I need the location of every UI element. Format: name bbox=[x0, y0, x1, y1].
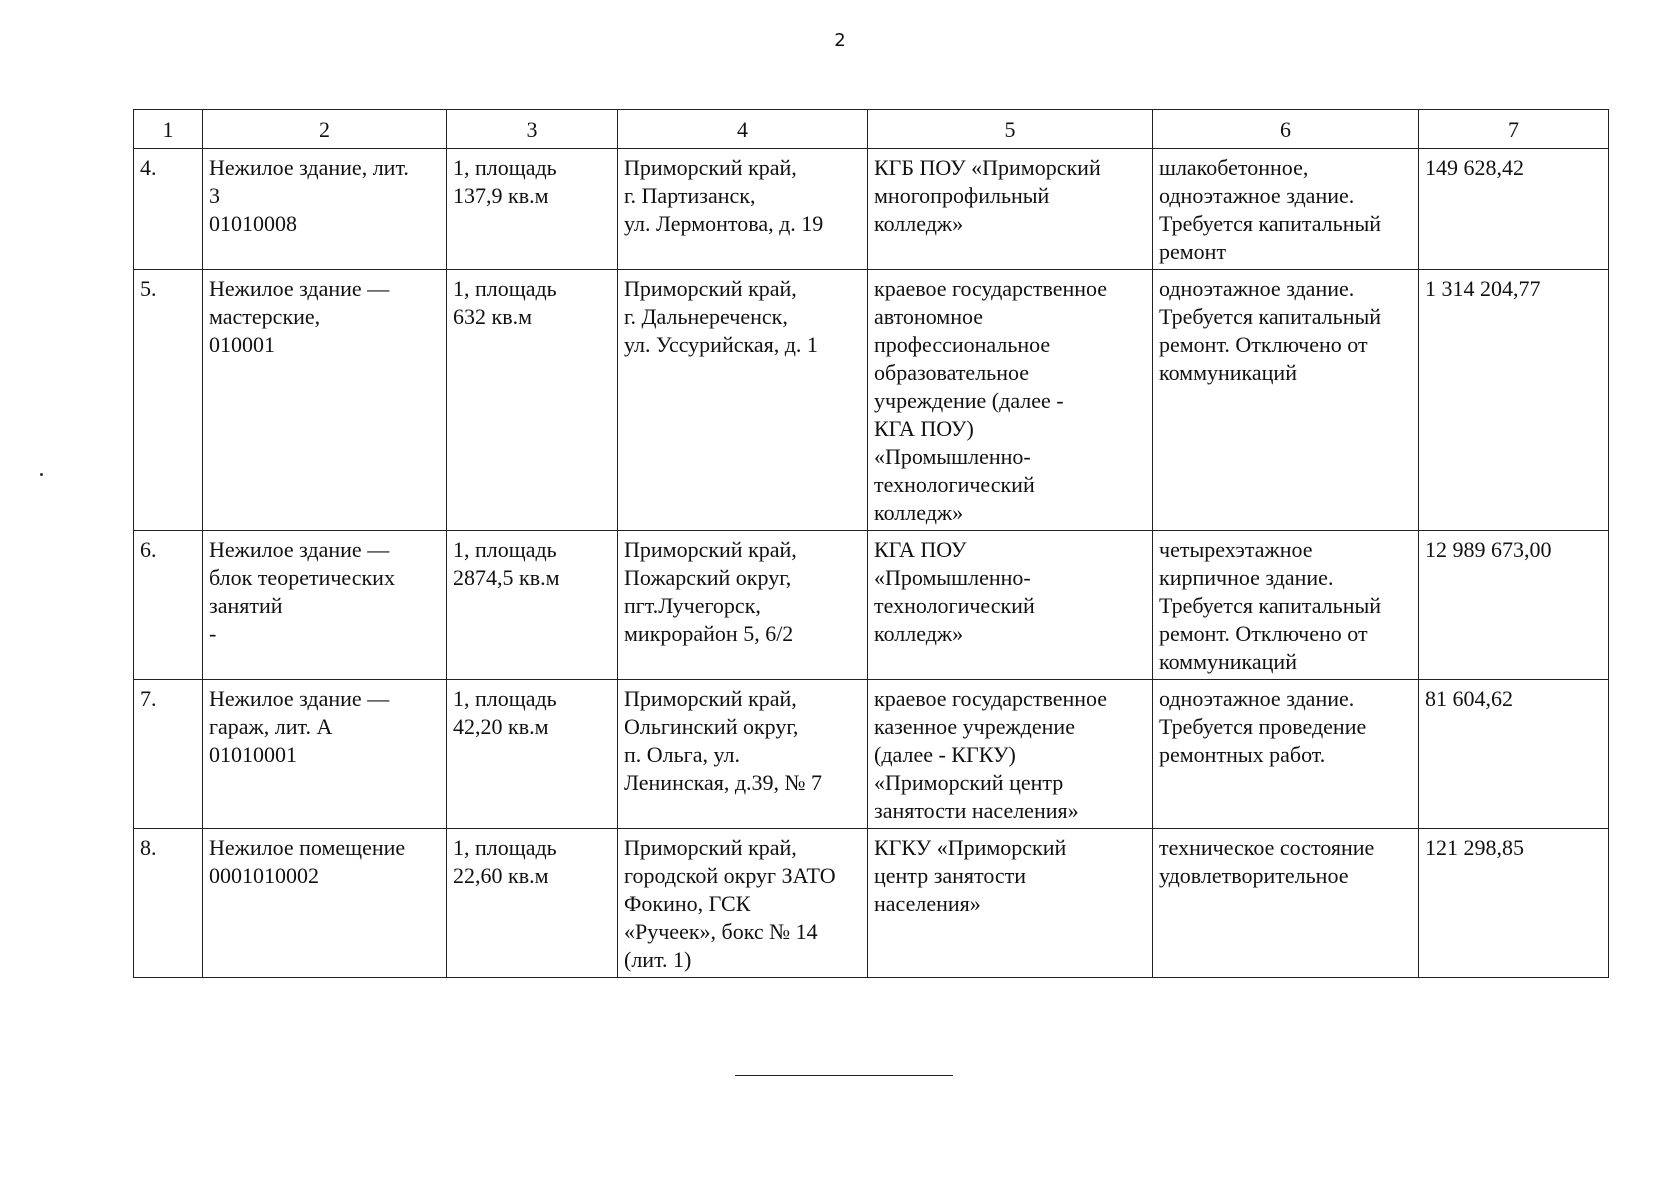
cell-line: шлакобетонное, bbox=[1159, 155, 1309, 180]
cell-line: КГА ПОУ) bbox=[874, 416, 974, 441]
header-cell: 5 bbox=[868, 110, 1153, 149]
object-name-cell bbox=[203, 149, 447, 270]
cell-line: микрорайон 5, 6/2 bbox=[624, 621, 794, 646]
cell-line: техническое состояние bbox=[1159, 835, 1375, 860]
cell-line: ул. Уссурийская, д. 1 bbox=[624, 332, 818, 357]
cell-line: населения» bbox=[874, 891, 981, 916]
holder-cell bbox=[868, 829, 1153, 978]
cell-line: «Промышленно- bbox=[874, 565, 1031, 590]
cell-line: г. Дальнереченск, bbox=[624, 304, 788, 329]
table-row bbox=[134, 149, 1609, 270]
cell-line: Нежилое здание, лит. bbox=[209, 155, 409, 180]
cell-line: мастерские, bbox=[209, 304, 321, 329]
cell-line: Пожарский округ, bbox=[624, 565, 792, 590]
cell-line: 0001010002 bbox=[209, 863, 319, 888]
table-row bbox=[134, 829, 1609, 978]
cell-line: п. Ольга, ул. bbox=[624, 742, 740, 767]
cell-line: ремонт. Отключено от bbox=[1159, 621, 1368, 646]
object-name-cell bbox=[203, 531, 447, 680]
address-cell bbox=[618, 270, 868, 531]
cell-line: Фокино, ГСК bbox=[624, 891, 751, 916]
cell-line: 1, площадь bbox=[453, 686, 557, 711]
cell-line: гараж, лит. А bbox=[209, 714, 333, 739]
cell-line: казенное учреждение bbox=[874, 714, 1075, 739]
cell-line: Нежилое помещение bbox=[209, 835, 406, 860]
cell-line: многопрофильный bbox=[874, 183, 1050, 208]
area-cell bbox=[447, 149, 618, 270]
cell-line: Ленинская, д.39, № 7 bbox=[624, 770, 823, 795]
condition-cell bbox=[1153, 531, 1419, 680]
holder-cell bbox=[868, 270, 1153, 531]
row-number-cell: 7. bbox=[134, 680, 203, 829]
address-cell bbox=[618, 829, 868, 978]
header-cell: 6 bbox=[1153, 110, 1419, 149]
cell-line: Приморский край, bbox=[624, 537, 797, 562]
cell-line: кирпичное здание. bbox=[1159, 565, 1334, 590]
cell-line: «Приморский центр bbox=[874, 770, 1064, 795]
condition-cell bbox=[1153, 680, 1419, 829]
cell-line: 1, площадь bbox=[453, 537, 557, 562]
cell-line: пгт.Лучегорск, bbox=[624, 593, 761, 618]
address-cell bbox=[618, 680, 868, 829]
cell-line: ул. Лермонтова, д. 19 bbox=[624, 211, 824, 236]
cell-line: (далее - КГКУ) bbox=[874, 742, 1016, 767]
header-cell: 2 bbox=[203, 110, 447, 149]
holder-cell bbox=[868, 680, 1153, 829]
area-cell bbox=[447, 270, 618, 531]
cell-line: одноэтажное здание. bbox=[1159, 183, 1355, 208]
cell-line: 42,20 кв.м bbox=[453, 714, 549, 739]
cell-line: Требуется капитальный bbox=[1159, 304, 1382, 329]
cell-line: 137,9 кв.м bbox=[453, 183, 549, 208]
cell-line: Ольгинский округ, bbox=[624, 714, 799, 739]
cell-line: колледж» bbox=[874, 211, 964, 236]
cell-line: технологический bbox=[874, 472, 1035, 497]
row-number-cell: 5. bbox=[134, 270, 203, 531]
scan-speck bbox=[40, 473, 43, 476]
cell-line: автономное bbox=[874, 304, 984, 329]
header-row bbox=[134, 110, 1609, 149]
cell-line: Приморский край, bbox=[624, 835, 797, 860]
area-cell bbox=[447, 531, 618, 680]
cell-line: КГКУ «Приморский bbox=[874, 835, 1067, 860]
value-cell: 149 628,42 bbox=[1419, 149, 1609, 270]
cell-line: краевое государственное bbox=[874, 686, 1108, 711]
cell-line: 1, площадь bbox=[453, 155, 557, 180]
cell-line: 3 bbox=[209, 183, 220, 208]
cell-line: ремонт. Отключено от bbox=[1159, 332, 1368, 357]
cell-line: Требуется капитальный bbox=[1159, 211, 1382, 236]
cell-line: ремонтных работ. bbox=[1159, 742, 1326, 767]
cell-line: Приморский край, bbox=[624, 686, 797, 711]
cell-line: ремонт bbox=[1159, 239, 1227, 264]
object-name-cell bbox=[203, 680, 447, 829]
row-number-cell: 4. bbox=[134, 149, 203, 270]
cell-line: 1, площадь bbox=[453, 276, 557, 301]
address-cell bbox=[618, 531, 868, 680]
holder-cell bbox=[868, 149, 1153, 270]
table-body bbox=[134, 149, 1609, 978]
cell-line: Требуется капитальный bbox=[1159, 593, 1382, 618]
cell-line: образовательное bbox=[874, 360, 1030, 385]
property-table bbox=[133, 109, 1609, 978]
cell-line: блок теоретических bbox=[209, 565, 395, 590]
cell-line: краевое государственное bbox=[874, 276, 1108, 301]
cell-line: Нежилое здание — bbox=[209, 686, 390, 711]
cell-line: - bbox=[209, 621, 217, 646]
cell-line: 1, площадь bbox=[453, 835, 557, 860]
cell-line: колледж» bbox=[874, 621, 964, 646]
cell-line: одноэтажное здание. bbox=[1159, 276, 1355, 301]
address-cell bbox=[618, 149, 868, 270]
table-row bbox=[134, 531, 1609, 680]
value-cell: 1 314 204,77 bbox=[1419, 270, 1609, 531]
page-number: 2 bbox=[834, 30, 846, 51]
cell-line: удовлетворительное bbox=[1159, 863, 1349, 888]
condition-cell bbox=[1153, 270, 1419, 531]
cell-line: Нежилое здание — bbox=[209, 276, 390, 301]
cell-line: Приморский край, bbox=[624, 276, 797, 301]
end-rule bbox=[735, 1075, 953, 1076]
cell-line: 2874,5 кв.м bbox=[453, 565, 560, 590]
cell-line: 010001 bbox=[209, 332, 275, 357]
cell-line: Нежилое здание — bbox=[209, 537, 390, 562]
header-cell: 1 bbox=[134, 110, 203, 149]
row-number-cell: 6. bbox=[134, 531, 203, 680]
cell-line: колледж» bbox=[874, 500, 964, 525]
cell-line: технологический bbox=[874, 593, 1035, 618]
header-cell: 3 bbox=[447, 110, 618, 149]
object-name-cell bbox=[203, 829, 447, 978]
cell-line: коммуникаций bbox=[1159, 649, 1297, 674]
cell-line: занятости населения» bbox=[874, 798, 1079, 823]
cell-line: г. Партизанск, bbox=[624, 183, 756, 208]
value-cell: 12 989 673,00 bbox=[1419, 531, 1609, 680]
cell-line: КГА ПОУ bbox=[874, 537, 967, 562]
cell-line: (лит. 1) bbox=[624, 947, 692, 972]
cell-line: «Промышленно- bbox=[874, 444, 1031, 469]
table-row bbox=[134, 680, 1609, 829]
value-cell: 121 298,85 bbox=[1419, 829, 1609, 978]
cell-line: Требуется проведение bbox=[1159, 714, 1367, 739]
cell-line: 01010001 bbox=[209, 742, 297, 767]
cell-line: «Ручеек», бокс № 14 bbox=[624, 919, 818, 944]
holder-cell bbox=[868, 531, 1153, 680]
object-name-cell bbox=[203, 270, 447, 531]
condition-cell bbox=[1153, 149, 1419, 270]
cell-line: занятий bbox=[209, 593, 283, 618]
header-cell: 4 bbox=[618, 110, 868, 149]
header-cell: 7 bbox=[1419, 110, 1609, 149]
row-number-cell: 8. bbox=[134, 829, 203, 978]
cell-line: профессиональное bbox=[874, 332, 1051, 357]
table-row bbox=[134, 270, 1609, 531]
condition-cell bbox=[1153, 829, 1419, 978]
cell-line: Приморский край, bbox=[624, 155, 797, 180]
cell-line: одноэтажное здание. bbox=[1159, 686, 1355, 711]
area-cell bbox=[447, 829, 618, 978]
cell-line: 01010008 bbox=[209, 211, 297, 236]
cell-line: центр занятости bbox=[874, 863, 1027, 888]
cell-line: 632 кв.м bbox=[453, 304, 532, 329]
value-cell: 81 604,62 bbox=[1419, 680, 1609, 829]
cell-line: городской округ ЗАТО bbox=[624, 863, 836, 888]
cell-line: КГБ ПОУ «Приморский bbox=[874, 155, 1101, 180]
cell-line: учреждение (далее - bbox=[874, 388, 1064, 413]
area-cell bbox=[447, 680, 618, 829]
cell-line: 22,60 кв.м bbox=[453, 863, 549, 888]
cell-line: четырехэтажное bbox=[1159, 537, 1313, 562]
cell-line: коммуникаций bbox=[1159, 360, 1297, 385]
